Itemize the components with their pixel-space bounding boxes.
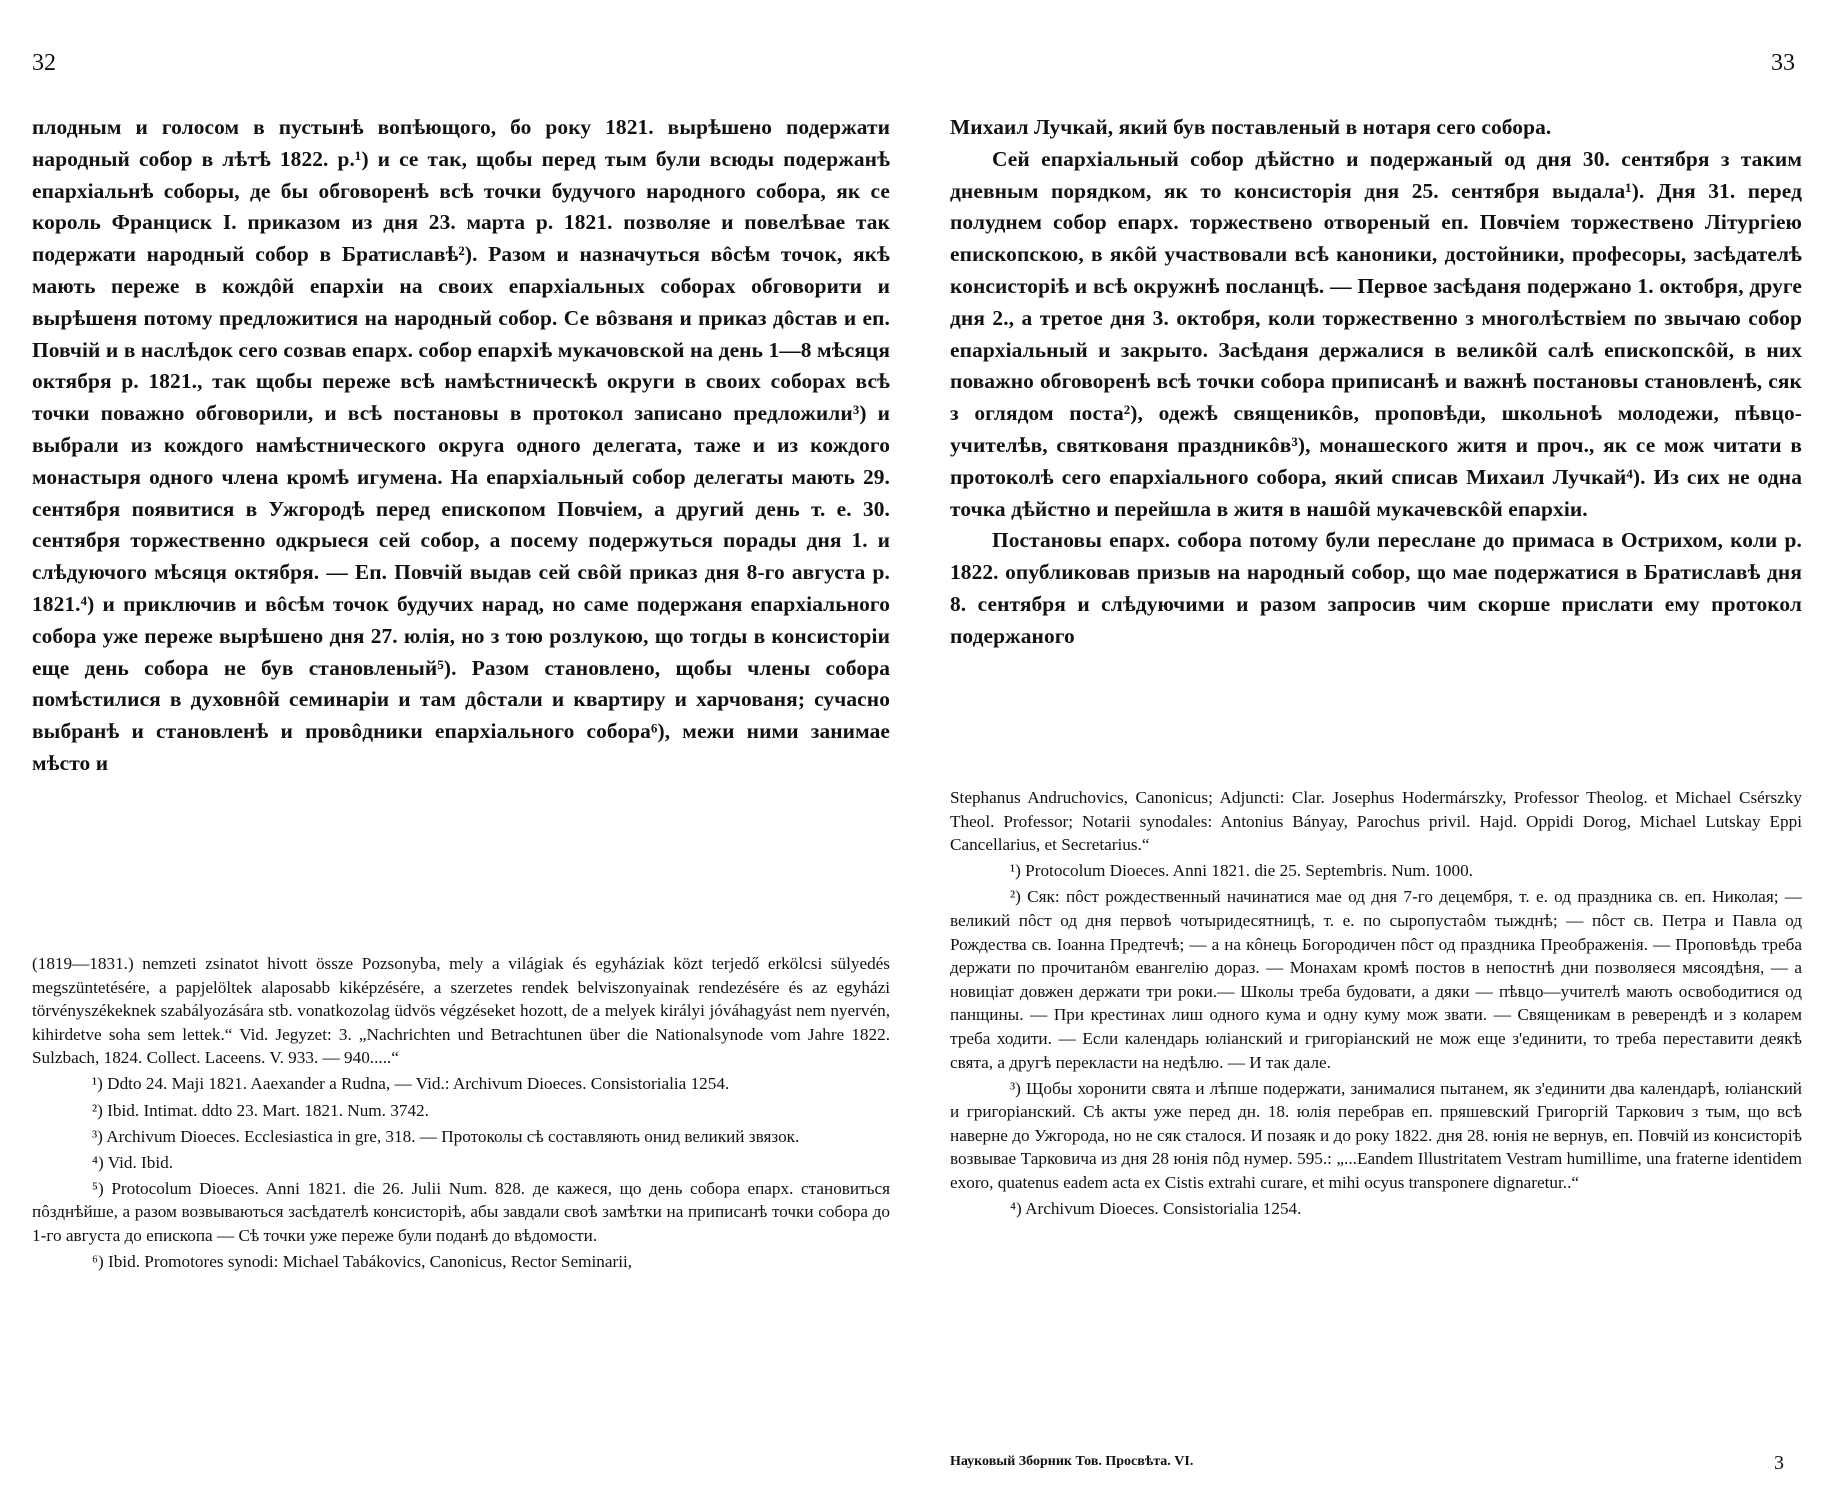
footnote: ³) Щобы хоронити свята и лѣпше подержати, занималися пытанем, як з'единити два календарѣ, юліанский и григоріанский. Сѣ акты уже перед дн. 18. юлія перебрав еп. пряшевский Григоргій Таркович з тым, що всѣ наверне до Ужгорода, но не сяк сталося. И позаяк и до року 1822. дня 28. юнія не вернув, еп. Повчій из консисторіѣ возвывае Тарковича из дня 28 юнія пôд нумер. 595.: „...Eandem Illustritatem Vestram humillime, una fraterne identidem exoro, quatenus eadem acta ex Cistis extrahi curare, et mihi ocyus transponere dignaretur..“: [950, 1078, 1802, 1192]
signature-title: Науковый Зборник Тов. Просвѣта. VI.: [950, 1454, 1194, 1469]
footnote: ²) Ibid. Intimat. ddto 23. Mart. 1821. Num. 3742.: [92, 1100, 429, 1120]
footnote: (1819—1831.) nemzeti zsinatot hivott össze Pozsonyba, mely a világiak és egyháziak közt terjedő erkölcsi sülyedés megszüntetésére, a papjelöltek alaposabb kiképzésére, a szerzetes rendek belviszonyainak rendezésére és az egyházi törvényszékeknek szabályozására stb. vonatkozolag üdvös végzéseket hozott, de a melyek királyi jóváhagyást nem nyervén, kihirdetve soha sem lettek.“ Vid. Jegyzet: 3. „Nachrichten und Betrachtunen über die Nationalsynode vom Jahre 1822. Sulzbach, 1824. Collect. Laceens. V. 933. — 940.....“: [32, 954, 890, 1068]
body-paragraph: Постановы епарх. собора потому були переслане до примаса в Острихом, коли р. 1822. опубликовав призыв на народный собор, що мае подержатися в Братиславѣ дня 8. сентября и слѣдуючими и разом запросив чим скорше прислати ему протокол подержаного: [950, 528, 1802, 648]
footnote: ²) Сяк: пôст рождественный начинатися мае од дня 7-го децембря, т. е. од праздника св. еп. Николая; — великий пôст од дня первоѣ чотыридесятницѣ, т. е. по сыропустаôм тыжднѣ; — пôст св. Петра и Павла од Рождества св. Іоанна Предтечѣ; — а на кôнець Богородичен пôст од праздника Преображенія. — Проповѣдь треба держати по прочитанôм евангелію дораз. — Монахам кромѣ постов в непостнѣ дни позволяеся мясоядѣня, — а новиціат довжен держати три роки.— Школы треба будовати, а дяки — пѣвцо—учителѣ мають освободитися од панщины. — При крестинах лиш одного кума и одну куму мож звати. — Священикам в реверендѣ и з коларем треба ходити. — Если календарь юліанский и григоріанский не мож еще з'единити, то треба переставити деякѣ свята, а другѣ перекласти на недѣлю. — И так дале.: [950, 887, 1802, 1072]
footnote: ⁶) Ibid. Promotores synodi: Michael Tabákovics, Canonicus, Rector Seminarii,: [92, 1252, 633, 1272]
body-paragraph: плодным и голосом в пустынѣ вопѣющого, бо року 1821. вырѣшено подержати народный собор в лѣтѣ 1822. р.¹) и се так, щобы перед тым були всюды подержанѣ епархіальнѣ соборы, де бы обговоренѣ всѣ точки будучого народного собора, як се король Франциск І. приказом из дня 23. марта р. 1821. позволяе и повелѣвае так подержати народный собор в Братиславѣ²). Разом и назначуться вôсѣм точок, якѣ мають переже в кождôй епархіи на своих епархіальных соборах обговорити и вырѣшеня потому предложитися на народный собор. Се вôзваня и приказ дôстав и еп. Повчій и в наслѣдок сего созвав епарх. собор епархіѣ мукачовской на день 1—8 мѣсяця октября р. 1821., так щобы переже всѣ намѣстническѣ округи в своих соборах всѣ точки поважно обговорили, и всѣ постановы в протокол записано предложили³) и выбрали из кождого намѣстнического округа одного делегата, таже и из кождого монастыря одного члена кромѣ игумена. На епархіальный собор делегаты мають 29. сентября появитися в Ужгородѣ перед епископом Повчіем, а другий день т. е. 30. сентября торжественно одкрыеся сей собор, а посему подержуться порады дня 1. и слѣдуючого мѣсяця октября. — Еп. Повчій выдав сей свôй приказ дня 8-го августа р. 1821.⁴) и приключив и вôсѣм точок будучих нарад, но саме подержаня епархіального собора уже переже вырѣшено дня 27. юлія, но з тою розлукою, що тогды в консисторіи еще день собора не був становленый⁵). Разом становлено, щобы члены собора помѣстилися в духовнôй семинаріи и там дôстали и квартиру и харчованя; сучасно выбранѣ и становленѣ и провôдники епархіального собора⁶), межи ними занимае мѣсто и: [32, 115, 890, 775]
footnote: ¹) Protocolum Dioeces. Anni 1821. die 25. Septembris. Num. 1000.: [1010, 861, 1473, 881]
footnote: ¹) Ddto 24. Maji 1821. Aaexander a Rudna, — Vid.: Archivum Dioeces. Consistorialia 1254.: [92, 1074, 730, 1094]
page-number: 33: [1771, 50, 1795, 76]
footnotes: [950, 786, 1802, 1223]
body-paragraph: Сей епархіальный собор дѣйстно и подержаный од дня 30. сентября з таким дневным порядком, як то консисторія дня 25. сентября выдала¹). Дня 31. перед полуднем собор епарх. торжествено отвореный еп. Повчіем торжествено Літургіею епископскою, в якôй участвовали всѣ каноники, достойники, професоры, засѣдателѣ консисторіѣ и всѣ окружнѣ посланцѣ. — Первое засѣданя подержано 1. октобря, друге дня 2., а третое дня 3. октобря, коли торжественно з многолѣствіем по звычаю собор епархіальный и закрыто. Засѣданя держалися в великôй салѣ епископскôй, в них поважно обговоренѣ всѣ точки собора приписанѣ и важнѣ постановы становленѣ, сяк з оглядом поста²), одежѣ священикôв, проповѣди, школьноѣ молодежи, пѣвцо-учителѣв, святкованя праздникôв³), монашеского житя и проч., як се мож читати в протоколѣ сего епархіального собора, який списав Михаил Лучкай⁴). Из сих не одна точка дѣйстно и перейшла в житя в нашôй мукачевскôй епархіи.: [950, 146, 1802, 521]
body-line: Михаил Лучкай, який був поставленый в нотаря сего собора.: [950, 115, 1552, 139]
page-number: 32: [32, 50, 56, 76]
body-text: [950, 112, 1802, 653]
left-page: [0, 0, 900, 1500]
footnote: ⁴) Archivum Dioeces. Consistorialia 1254.: [1010, 1199, 1302, 1219]
footnote: Stephanus Andruchovics, Canonicus; Adjuncti: Clar. Josephus Hodermárszky, Professor Theolog. et Michael Csérszky Theol. Professor; Notarii synodales: Antonius Bányay, Parochus privil. Hajd. Oppidi Dorog, Michael Lutskay Eppi Cancellarius, et Secretarius.“: [950, 788, 1802, 855]
signature-mark: 3: [1774, 1452, 1784, 1474]
right-page: [946, 0, 1846, 1500]
body-text: [32, 112, 890, 780]
footnote: ³) Archivum Dioeces. Ecclesiastica in gre, 318. — Протоколы сѣ составляють онид великий звязок.: [92, 1126, 800, 1146]
footnote: ⁴) Vid. Ibid.: [92, 1152, 174, 1172]
footnotes: [32, 952, 890, 1276]
footnote: ⁵) Protocolum Dioeces. Anni 1821. die 26. Julii Num. 828. де кажеся, що день собора епарх. становиться пôзднѣйше, а разом возвываються засѣдателѣ консисторіѣ, абы завдали своѣ замѣтки на приписанѣ точки собора до 1-го августа до епископа — Сѣ точки уже переже були поданѣ до вѣдомости.: [32, 1178, 890, 1246]
